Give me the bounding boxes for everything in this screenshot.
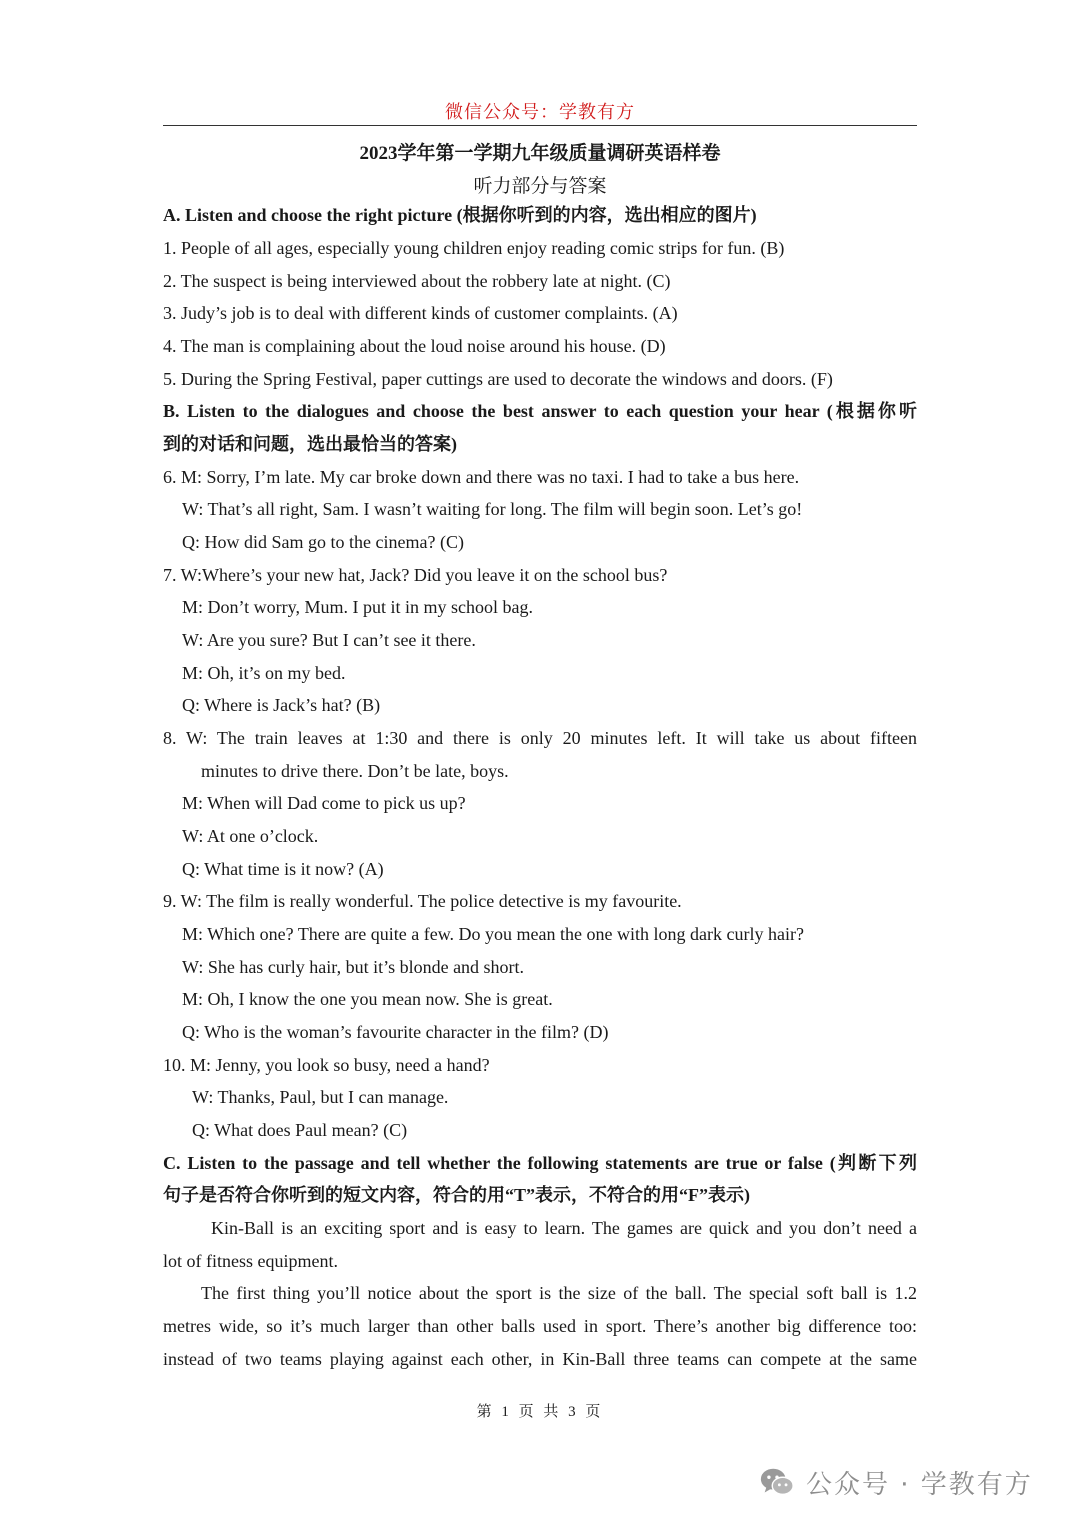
passage-line: Kin-Ball is an exciting sport and is easy to learn. The games are quick and you don’t need a xyxy=(211,1218,917,1238)
header-rule xyxy=(163,125,917,126)
question-line: 5. During the Spring Festival, paper cuttings are used to decorate the windows and doors. (F) xyxy=(163,369,833,389)
document-subtitle: 听力部分与答案 xyxy=(473,176,607,197)
passage-line: metres wide, so it’s much larger than other balls used in sport. There’s another big difference too: xyxy=(163,1316,917,1336)
dialogue-line: Q: Where is Jack’s hat? (B) xyxy=(182,695,381,715)
document-title: 2023学年第一学期九年级质量调研英语样卷 xyxy=(359,143,721,164)
dialogue-line: M: Don’t worry, Mum. I put it in my school bag. xyxy=(182,597,533,617)
dialogue-line: 10. M: Jenny, you look so busy, need a hand? xyxy=(163,1055,490,1075)
page-header: 微信公众号：学教有方 xyxy=(445,102,635,123)
question-line: 3. Judy’s job is to deal with different kinds of customer complaints. (A) xyxy=(163,303,678,323)
dialogue-line: Q: What time is it now? (A) xyxy=(182,859,384,879)
section-b-heading-cont: 到的对话和问题，选出最恰当的答案) xyxy=(163,434,457,454)
watermark-text: 公众号 · 学教有方 xyxy=(806,1469,1033,1500)
dialogue-line: W: At one o’clock. xyxy=(182,826,319,846)
question-line: 1. People of all ages, especially young children enjoy reading comic strips for fun. (B) xyxy=(163,238,785,258)
section-c-heading-cont: 句子是否符合你听到的短文内容，符合的用“T”表示，不符合的用“F”表示) xyxy=(163,1185,750,1205)
dialogue-line: 6. M: Sorry, I’m late. My car broke down and there was no taxi. I had to take a bus here. xyxy=(163,467,800,487)
watermark xyxy=(758,1462,1033,1502)
question-line: 4. The man is complaining about the loud noise around his house. (D) xyxy=(163,336,666,356)
dialogue-line: M: Oh, I know the one you mean now. She is great. xyxy=(182,989,553,1009)
dialogue-line: M: When will Dad come to pick us up? xyxy=(182,793,466,813)
passage-line: lot of fitness equipment. xyxy=(163,1251,338,1271)
dialogue-line: M: Which one? There are quite a few. Do you mean the one with long dark curly hair? xyxy=(182,924,804,944)
dialogue-line: Q: Who is the woman’s favourite character in the film? (D) xyxy=(182,1022,609,1042)
passage-line: The first thing you’ll notice about the sport is the size of the ball. The special soft ball is 1.2 xyxy=(201,1283,917,1303)
dialogue-line: 8. W: The train leaves at 1:30 and there is only 20 minutes left. It will take us about fifteen xyxy=(163,728,917,748)
dialogue-line: M: Oh, it’s on my bed. xyxy=(182,663,346,683)
dialogue-line: minutes to drive there. Don’t be late, boys. xyxy=(201,761,509,781)
dialogue-line: W: Thanks, Paul, but I can manage. xyxy=(192,1087,449,1107)
dialogue-line: Q: What does Paul mean? (C) xyxy=(192,1120,408,1140)
dialogue-line: Q: How did Sam go to the cinema? (C) xyxy=(182,532,464,552)
dialogue-line: 9. W: The film is really wonderful. The police detective is my favourite. xyxy=(163,891,682,911)
page-footer: 第 1 页 共 3 页 xyxy=(476,1404,604,1420)
wechat-icon xyxy=(758,1463,796,1501)
dialogue-line: 7. W:Where’s your new hat, Jack? Did you leave it on the school bus? xyxy=(163,565,668,585)
dialogue-line: W: Are you sure? But I can’t see it there. xyxy=(182,630,476,650)
passage-line: instead of two teams playing against each other, in Kin-Ball three teams can compete at the same xyxy=(163,1349,917,1369)
section-a-heading: A. Listen and choose the right picture (根据你听到的内容，选出相应的图片) xyxy=(163,205,757,225)
dialogue-line: W: She has curly hair, but it’s blonde and short. xyxy=(182,957,525,977)
section-b-heading: B. Listen to the dialogues and choose the best answer to each question your hear (根据你听 xyxy=(163,401,917,421)
question-line: 2. The suspect is being interviewed about the robbery late at night. (C) xyxy=(163,271,671,291)
section-c-heading: C. Listen to the passage and tell whether the following statements are true or false (判断下列 xyxy=(163,1153,917,1173)
dialogue-line: W: That’s all right, Sam. I wasn’t waiting for long. The film will begin soon. Let’s go! xyxy=(182,499,803,519)
